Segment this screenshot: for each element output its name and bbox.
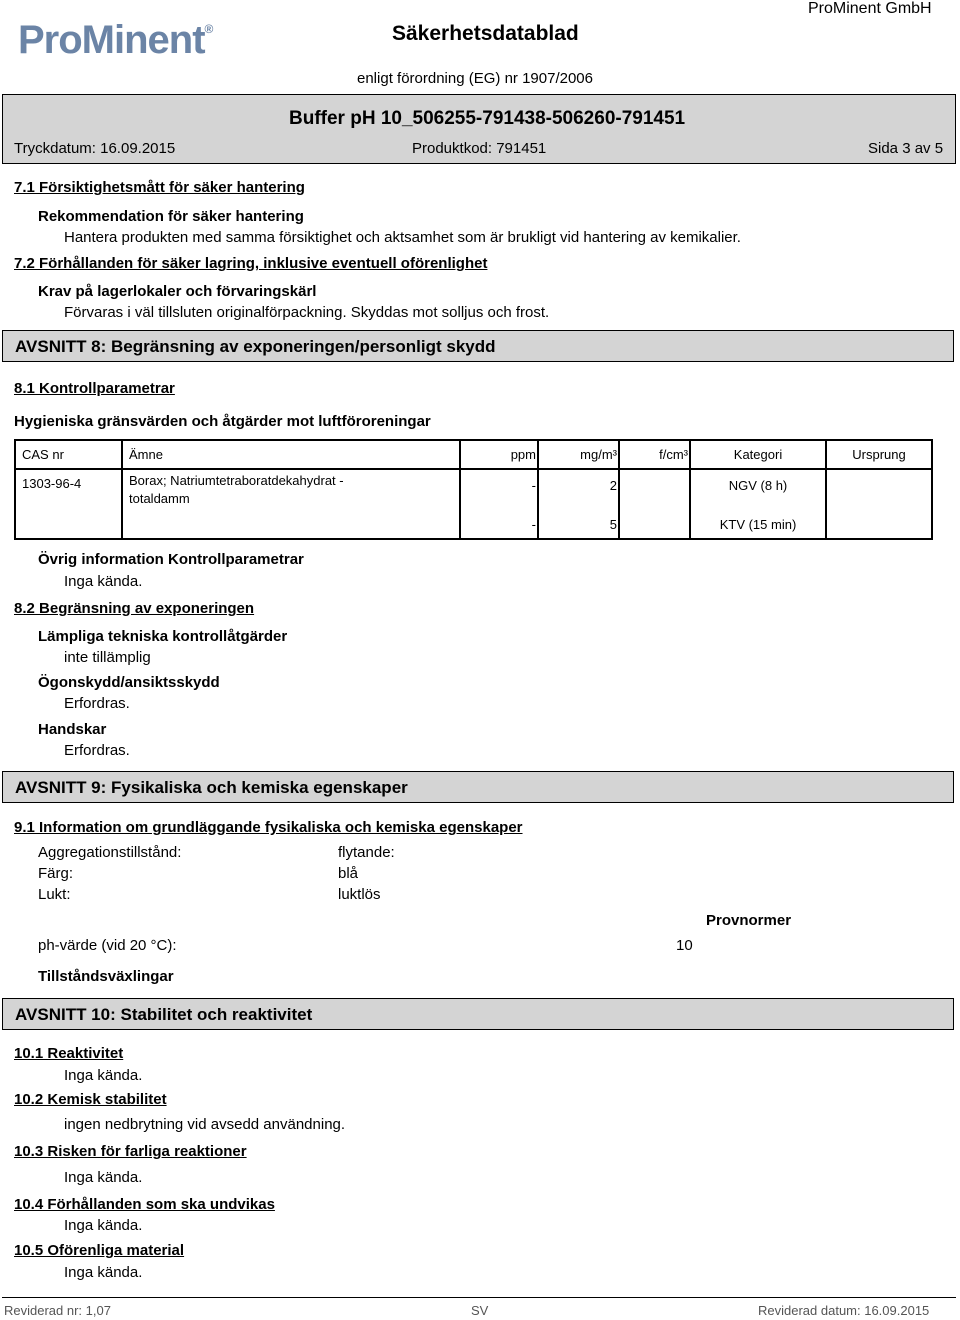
text-10-4: Inga kända. — [64, 1217, 143, 1234]
label-ph: ph-värde (vid 20 °C): — [38, 937, 177, 954]
footer-revision: Reviderad nr: 1,07 — [4, 1303, 111, 1318]
value-ph: 10 — [676, 937, 693, 954]
cell-category-1: NGV (8 h) — [728, 478, 788, 493]
text-10-3: Inga kända. — [64, 1169, 143, 1186]
table-header-row — [15, 440, 932, 469]
product-name: Buffer pH 10_506255-791438-506260-791451 — [289, 108, 686, 129]
control-parameters-table — [14, 439, 933, 540]
heading-7-2: 7.2 Förhållanden för säker lagring, inklusive eventuell oförenlighet — [14, 255, 488, 272]
label-technical-controls: Lämpliga tekniska kontrollåtgärder — [38, 628, 288, 645]
cell-substance-line2: totaldamm — [129, 491, 190, 506]
cell-ppm-1: - — [531, 478, 536, 493]
text-10-2: ingen nedbrytning vid avsedd användning. — [64, 1116, 346, 1133]
prop-label: Aggregationstillstånd: — [38, 844, 182, 861]
company-name: ProMinent GmbH — [808, 0, 932, 17]
heading-8-1: 8.1 Kontrollparametrar — [14, 380, 175, 397]
heading-9-1: 9.1 Information om grundläggande fysikaliska och kemiska egenskaper — [14, 819, 523, 836]
heading-7-1: 7.1 Försiktighetsmått för säker hantering — [14, 179, 305, 196]
footer-divider — [2, 1297, 956, 1298]
text-gloves: Erfordras. — [64, 742, 130, 759]
section-10-title: AVSNITT 10: Stabilitet och reaktivitet — [15, 1005, 313, 1024]
col-ppm: ppm — [510, 447, 536, 462]
label-eye-protection: Ögonskydd/ansiktsskydd — [38, 674, 220, 691]
table-row — [15, 469, 932, 539]
col-f: f/cm³ — [659, 447, 688, 462]
heading-10-1: 10.1 Reaktivitet — [14, 1045, 124, 1062]
text-safe-handling: Hantera produkten med samma försiktighet och aktsamhet som är brukligt vid hantering av kemikalier. — [64, 229, 741, 246]
footer-revised-date: Reviderad datum: 16.09.2015 — [758, 1303, 930, 1318]
heading-10-3: 10.3 Risken för farliga reaktioner — [14, 1143, 247, 1160]
label-phase-changes: Tillståndsväxlingar — [38, 968, 174, 985]
text-eye-protection: Erfordras. — [64, 695, 130, 712]
col-mg: mg/m³ — [580, 447, 617, 462]
heading-10-2: 10.2 Kemisk stabilitet — [14, 1091, 167, 1108]
col-origin: Ursprung — [852, 447, 906, 462]
document-title: Säkerhetsdatablad — [392, 22, 579, 45]
label-safe-handling: Rekommendation för säker hantering — [38, 208, 304, 225]
prop-value: blå — [338, 865, 359, 882]
cell-ppm-2: - — [531, 517, 536, 532]
col-substance: Ämne — [129, 447, 163, 462]
label-other-info: Övrig information Kontrollparametrar — [38, 551, 304, 568]
text-10-1: Inga kända. — [64, 1067, 143, 1084]
text-storage: Förvaras i väl tillsluten originalförpackning. Skyddas mot solljus och frost. — [64, 304, 550, 321]
text-other-info: Inga kända. — [64, 573, 143, 590]
label-storage: Krav på lagerlokaler och förvaringskärl — [38, 283, 317, 300]
section-9-title: AVSNITT 9: Fysikaliska och kemiska egenskaper — [15, 778, 408, 797]
footer-language: SV — [471, 1303, 489, 1318]
product-code: Produktkod: 791451 — [412, 140, 547, 157]
section-8-title: AVSNITT 8: Begränsning av exponeringen/personligt skydd — [15, 337, 496, 356]
cell-mg-1: 2 — [609, 478, 617, 493]
section-8-bar — [2, 330, 954, 362]
cell-category-2: KTV (15 min) — [719, 517, 797, 532]
cell-cas: 1303-96-4 — [22, 476, 82, 491]
heading-10-5: 10.5 Oförenliga material — [14, 1242, 185, 1259]
label-test-standards: Provnormer — [706, 912, 792, 929]
company-logo: ProMinent® — [4, 0, 222, 92]
heading-8-2: 8.2 Begränsning av exponeringen — [14, 600, 255, 617]
prop-value: flytande: — [338, 844, 395, 861]
print-date: Tryckdatum: 16.09.2015 — [14, 140, 176, 157]
prop-label: Färg: — [38, 865, 74, 882]
cell-substance-line1: Borax; Natriumtetraboratdekahydrat - — [129, 473, 344, 488]
heading-10-4: 10.4 Förhållanden som ska undvikas — [14, 1196, 275, 1213]
page-number: Sida 3 av 5 — [868, 140, 944, 157]
col-category: Kategori — [733, 447, 783, 462]
section-9-bar — [2, 771, 954, 803]
text-technical-controls: inte tillämplig — [64, 649, 151, 666]
section-10-bar — [2, 998, 954, 1030]
cell-mg-2: 5 — [609, 517, 617, 532]
text-10-5: Inga kända. — [64, 1264, 143, 1281]
regulation-text: enligt förordning (EG) nr 1907/2006 — [357, 70, 593, 87]
prop-label: Lukt: — [38, 886, 71, 903]
label-hygiene: Hygieniska gränsvärden och åtgärder mot luftföroreningar — [14, 413, 431, 430]
col-cas: CAS nr — [22, 447, 64, 462]
prop-value: luktlös — [338, 886, 381, 903]
label-gloves: Handskar — [38, 721, 107, 738]
